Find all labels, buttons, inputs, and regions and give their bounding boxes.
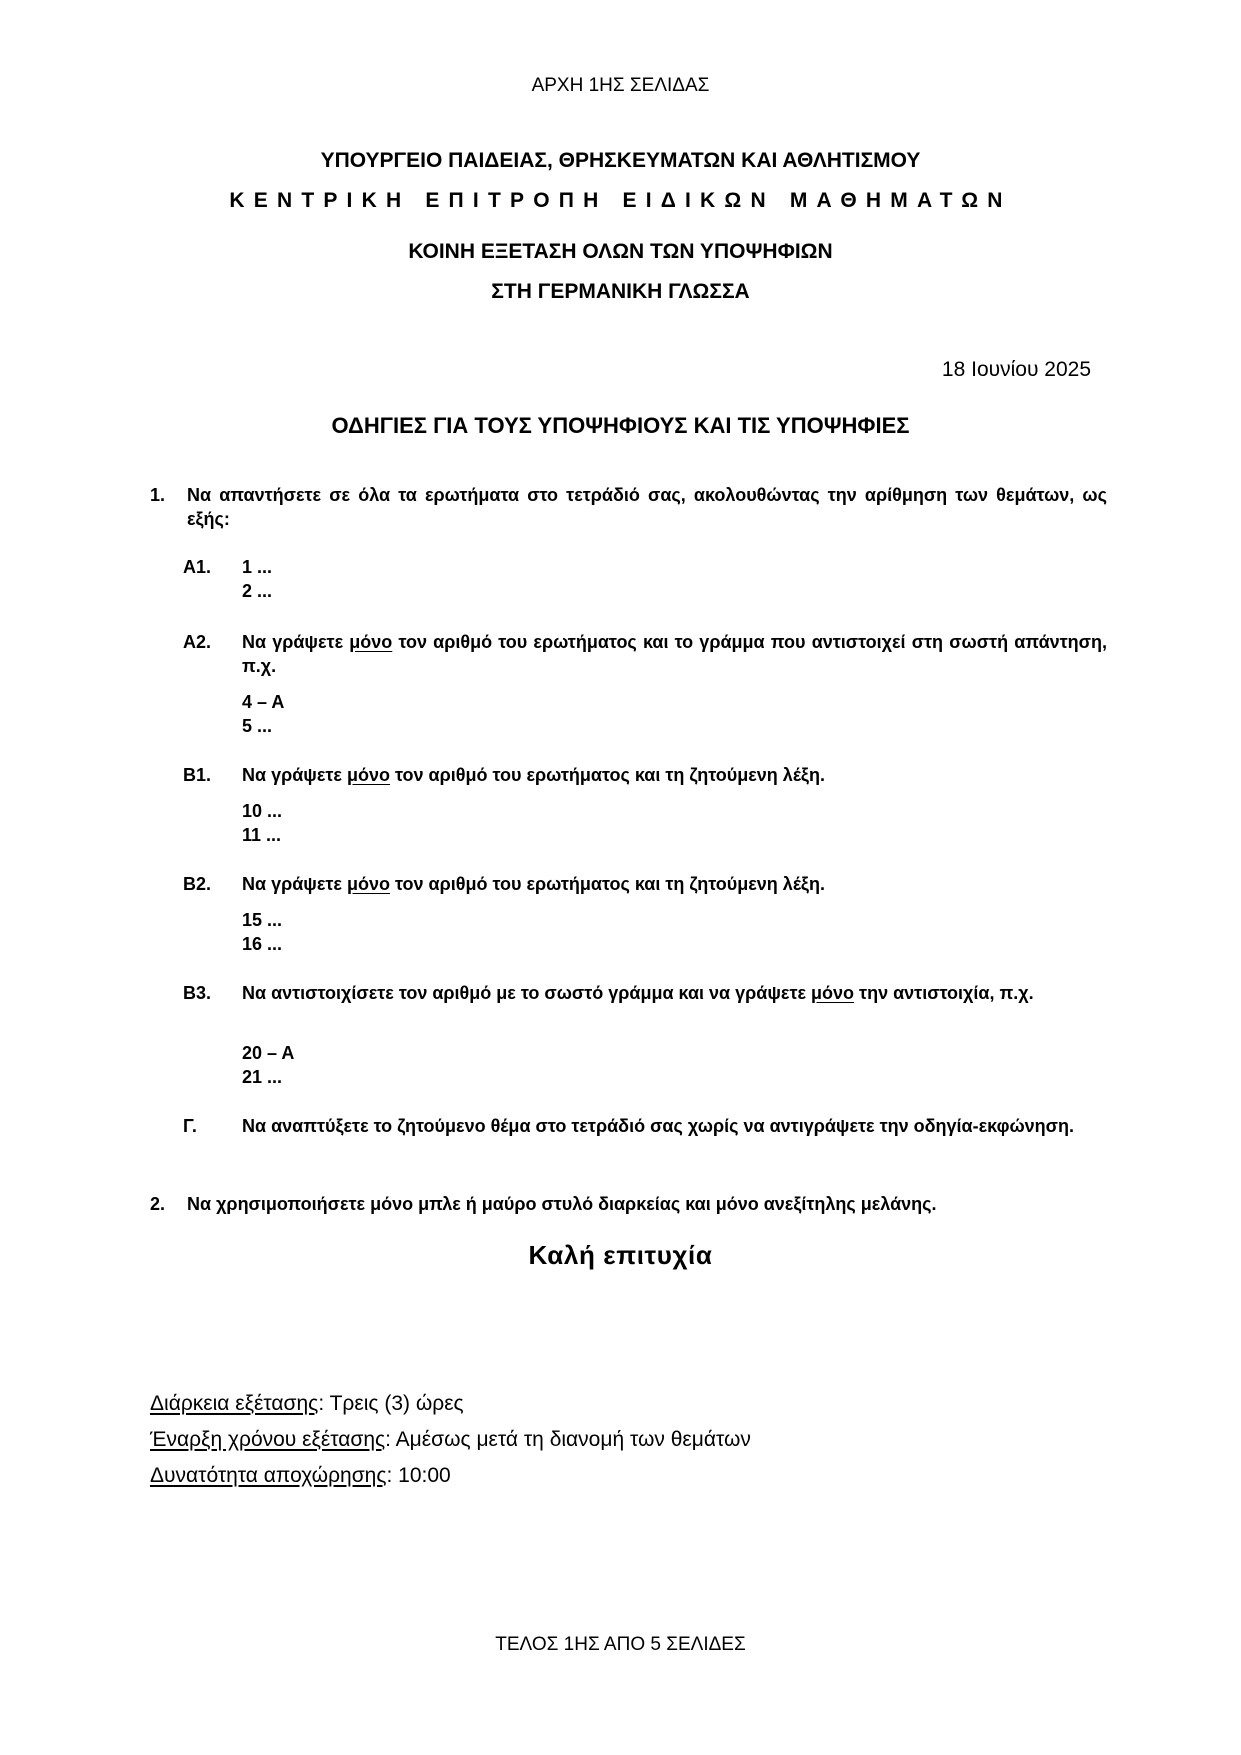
section-b3-label: Β3. [183, 983, 212, 1003]
instructions-title: ΟΔΗΓΙΕΣ ΓΙΑ ΤΟΥΣ ΥΠΟΨΗΦΙΟΥΣ ΚΑΙ ΤΙΣ ΥΠΟΨΗΦΙΕΣ [331, 413, 910, 438]
item-1-number: 1. [150, 485, 166, 505]
exam-duration [150, 1392, 464, 1416]
exam-leave [150, 1464, 451, 1488]
section-b2-text: Να γράψετε μόνο τον αριθμό του ερωτήματος και τη ζητούμενη λέξη. [242, 874, 825, 894]
item-1-text: Να απαντήσετε σε όλα τα ερωτήματα στο τετράδιό σας, ακολουθώντας την αρίθμηση των θεμάτων, ως εξής: [187, 485, 1107, 529]
section-b3-line-2: 21 ... [242, 1067, 283, 1087]
section-b1-text: Να γράψετε μόνο τον αριθμό του ερωτήματος και τη ζητούμενη λέξη. [242, 765, 825, 785]
page-end-footer: ΤΕΛΟΣ 1ΗΣ ΑΠΟ 5 ΣΕΛΙΔΕΣ [495, 1634, 746, 1655]
exam-date: 18 Ιουνίου 2025 [941, 358, 1091, 381]
section-a2-line-2: 5 ... [242, 716, 273, 736]
exam-start [150, 1428, 751, 1452]
section-b1-line-1: 10 ... [242, 801, 283, 821]
exam-start-value: : Αμέσως μετά τη διανομή των θεμάτων [385, 1428, 751, 1451]
section-a2-label: Α2. [183, 632, 212, 652]
section-g-text: Να αναπτύξετε το ζητούμενο θέμα στο τετράδιό σας χωρίς να αντιγράψετε την οδηγία-εκφώνηση. [242, 1116, 1074, 1136]
exam-duration-label: Διάρκεια εξέτασης [150, 1392, 319, 1415]
exam-title-line2: ΣΤΗ ΓΕΡΜΑΝΙΚΗ ΓΛΩΣΣΑ [491, 280, 750, 303]
emphasis-only: μόνο [349, 632, 393, 652]
exam-duration-value: : Τρεις (3) ώρες [318, 1392, 464, 1415]
exam-title-line1: ΚΟΙΝΗ ΕΞΕΤΑΣΗ ΟΛΩΝ ΤΩΝ ΥΠΟΨΗΦΙΩΝ [408, 240, 833, 263]
section-b2-label: Β2. [183, 874, 212, 894]
section-b1-line-2: 11 ... [242, 825, 282, 845]
section-g-label: Γ. [183, 1116, 197, 1136]
section-a2-text: Να γράψετε μόνο τον αριθμό του ερωτήματος και το γράμμα που αντιστοιχεί στη σωστή απάντηση, π.χ. [242, 632, 1107, 676]
ministry-title: ΥΠΟΥΡΓΕΙΟ ΠΑΙΔΕΙΑΣ, ΘΡΗΣΚΕΥΜΑΤΩΝ ΚΑΙ ΑΘΛΗΤΙΣΜΟΥ [320, 149, 921, 172]
emphasis-only: μόνο [346, 874, 390, 894]
section-b2-line-1: 15 ... [242, 910, 283, 930]
section-a1-line-2: 2 ... [242, 581, 273, 601]
page-start-header: ΑΡΧΗ 1ΗΣ ΣΕΛΙΔΑΣ [531, 75, 710, 96]
section-b2-line-2: 16 ... [242, 934, 283, 954]
section-b3-text: Να αντιστοιχίσετε τον αριθμό με το σωστό γράμμα και να γράψετε μόνο την αντιστοιχία, π.χ. [242, 983, 1034, 1003]
section-b1-label: Β1. [183, 765, 212, 785]
committee-title: ΚΕΝΤΡΙΚΗ ΕΠΙΤΡΟΠΗ ΕΙΔΙΚΩΝ ΜΑΘΗΜΑΤΩΝ [229, 189, 1012, 212]
emphasis-only: μόνο [346, 765, 390, 785]
emphasis-only: μόνο [811, 983, 855, 1003]
section-a1-line-1: 1 ... [242, 557, 273, 577]
section-b3-line-1: 20 – Α [242, 1043, 295, 1063]
good-luck-text: Καλή επιτυχία [528, 1240, 713, 1270]
exam-leave-label: Δυνατότητα αποχώρησης [150, 1464, 387, 1487]
item-2-number: 2. [150, 1194, 166, 1214]
section-a1-label: Α1. [183, 557, 212, 577]
item-2-text: Να χρησιμοποιήσετε μόνο μπλε ή μαύρο στυλό διαρκείας και μόνο ανεξίτηλης μελάνης. [187, 1194, 937, 1214]
section-a2-line-1: 4 – Α [242, 692, 285, 712]
exam-leave-value: : 10:00 [386, 1464, 451, 1487]
exam-start-label: Έναρξη χρόνου εξέτασης [150, 1428, 386, 1451]
